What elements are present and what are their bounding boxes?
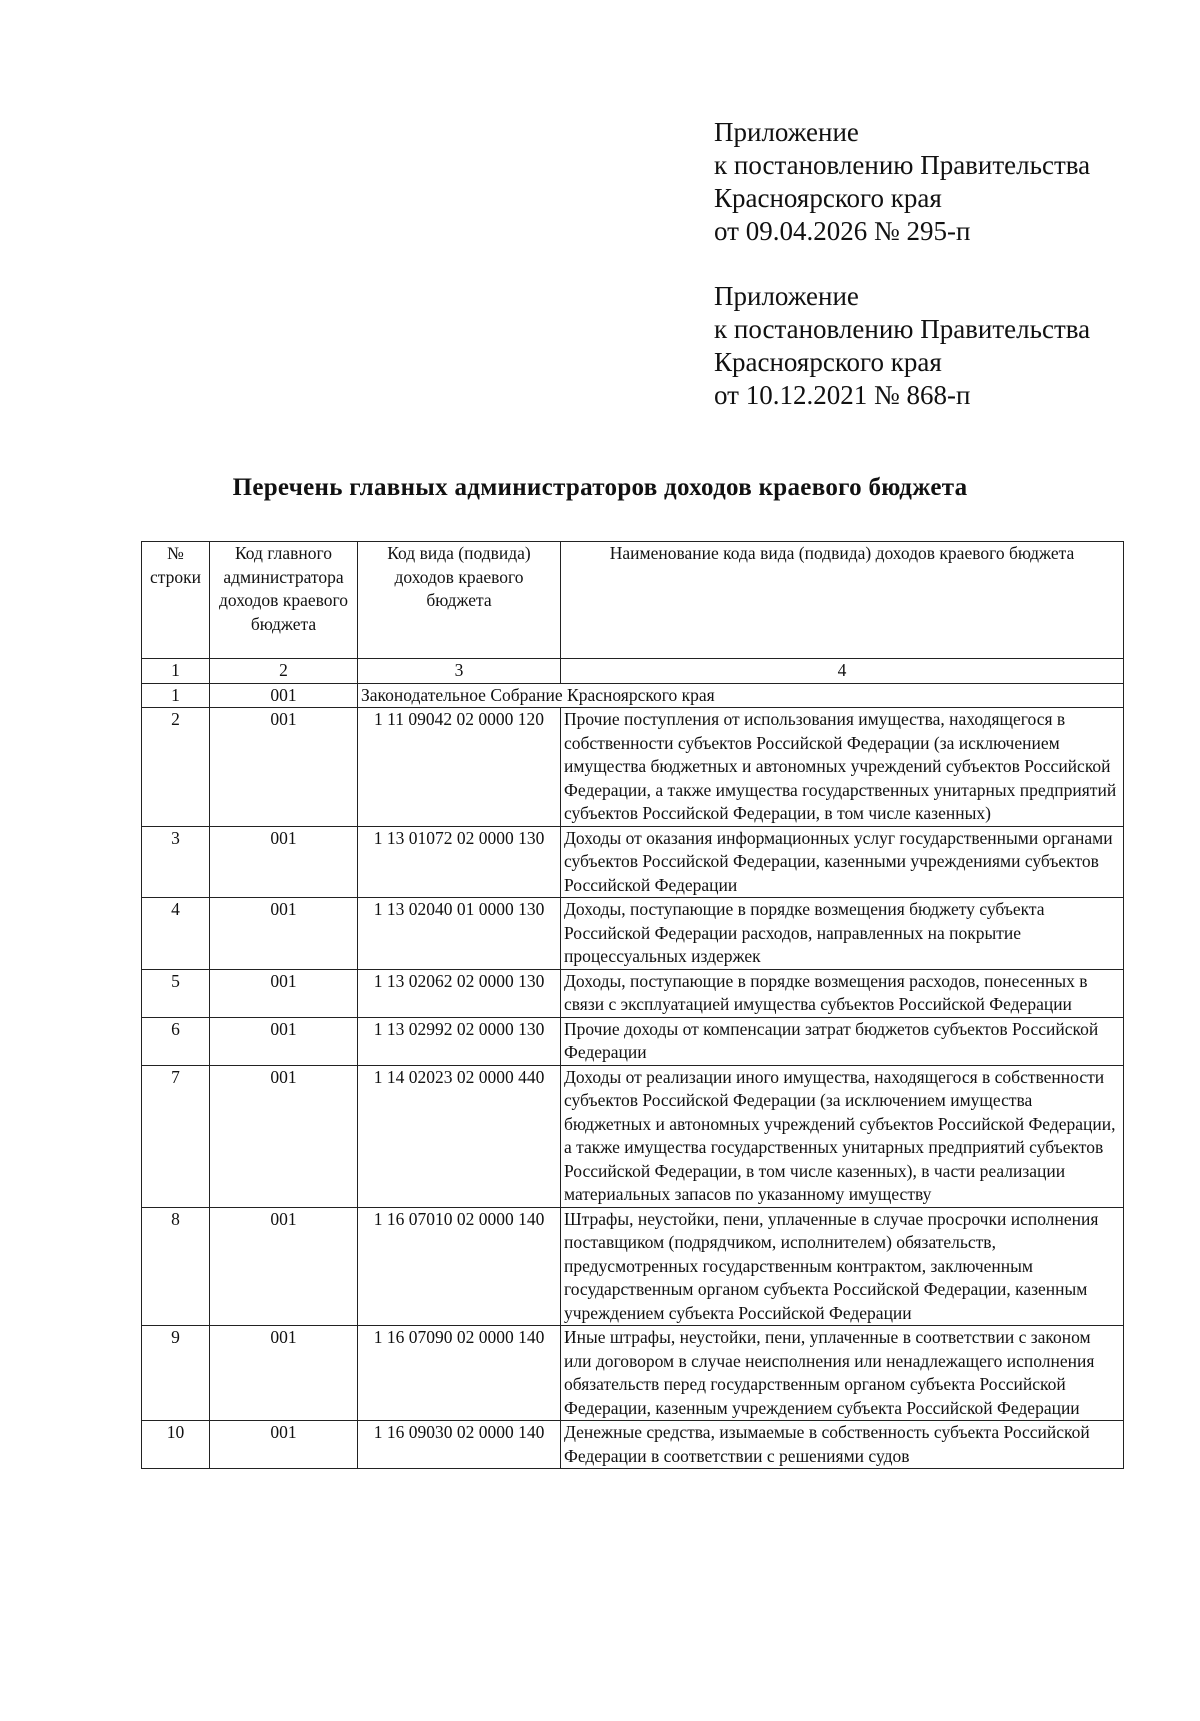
revenue-code: 1 16 09030 02 0000 140	[358, 1421, 561, 1469]
admin-code: 001	[210, 1421, 358, 1469]
document-title: Перечень главных администраторов доходов краевого бюджета	[232, 474, 968, 501]
appendix-resolution-line: к постановлению Правительства	[714, 314, 1091, 344]
revenue-code: 1 13 02040 01 0000 130	[358, 898, 561, 970]
admin-code: 001	[210, 1017, 358, 1065]
revenue-code: 1 13 02062 02 0000 130	[358, 969, 561, 1017]
column-number: 1	[142, 659, 210, 684]
row-number: 1	[142, 683, 210, 708]
header-revenue-name: Наименование кода вида (подвида) доходов краевого бюджета	[561, 542, 1124, 659]
admin-code: 001	[210, 1326, 358, 1421]
row-number: 5	[142, 969, 210, 1017]
column-number: 3	[358, 659, 561, 684]
row-number: 7	[142, 1065, 210, 1207]
table-row	[142, 708, 1124, 827]
appendix-label: Приложение	[714, 117, 859, 147]
admin-code: 001	[210, 708, 358, 827]
administrator-name: Законодательное Собрание Красноярского края	[358, 683, 1124, 708]
revenue-name: Прочие поступления от использования имущества, находящегося в собственности субъектов Российской Федерации (за исключением имущества бюджетных и автономных учреждений субъектов Российской Федерации, а также имущества государственных унитарных предприятий субъектов Российской Федерации, в том числе казенных)	[561, 708, 1124, 827]
revenue-name: Денежные средства, изымаемые в собственность субъекта Российской Федерации в соответствии с решениями судов	[561, 1421, 1124, 1469]
admin-code: 001	[210, 826, 358, 898]
table-row	[142, 1017, 1124, 1065]
table-row	[142, 969, 1124, 1017]
revenue-code: 1 14 02023 02 0000 440	[358, 1065, 561, 1207]
revenue-code: 1 16 07090 02 0000 140	[358, 1326, 561, 1421]
revenue-name: Доходы от реализации иного имущества, находящегося в собственности субъектов Российской Федерации (за исключением имущества бюджетных и автономных учреждений субъектов Российской Федерации, а также имущества государственных унитарных предприятий субъектов Российской Федерации, в том числе казенных), в части реализации материальных запасов по указанному имуществу	[561, 1065, 1124, 1207]
table-row	[142, 826, 1124, 898]
header-revenue-code: Код вида (подвида) доходов краевого бюджета	[358, 542, 561, 659]
appendix-block-current	[714, 116, 1174, 248]
revenue-name: Доходы от оказания информационных услуг государственными органами субъектов Российской Федерации, казенными учреждениями субъектов Российской Федерации	[561, 826, 1124, 898]
row-number: 6	[142, 1017, 210, 1065]
admin-code: 001	[210, 1207, 358, 1326]
row-number: 8	[142, 1207, 210, 1326]
table-row	[142, 898, 1124, 970]
revenue-name: Штрафы, неустойки, пени, уплаченные в случае просрочки исполнения поставщиком (подрядчиком, исполнителем) обязательств, предусмотренных государственным контрактом, заключенным государственным органом субъекта Российской Федерации, казенным учреждением субъекта Российской Федерации	[561, 1207, 1124, 1326]
table-row	[142, 683, 1124, 708]
admin-code: 001	[210, 1065, 358, 1207]
appendix-date-number: от 09.04.2026 № 295-п	[714, 216, 971, 246]
revenue-name: Прочие доходы от компенсации затрат бюджетов субъектов Российской Федерации	[561, 1017, 1124, 1065]
admin-code: 001	[210, 898, 358, 970]
header-row-number: № строки	[142, 542, 210, 659]
column-numbers-row	[142, 659, 1124, 684]
table-row	[142, 1326, 1124, 1421]
row-number: 9	[142, 1326, 210, 1421]
header-admin-code: Код главного администратора доходов краевого бюджета	[210, 542, 358, 659]
appendix-region-line: Красноярского края	[714, 347, 942, 377]
table-body	[142, 659, 1124, 1469]
revenue-name: Иные штрафы, неустойки, пени, уплаченные в соответствии с законом или договором в случае неисполнения или ненадлежащего исполнения обязательств перед государственным органом субъекта Российской Федерации, казенным учреждением субъекта Российской Федерации	[561, 1326, 1124, 1421]
table-row	[142, 1065, 1124, 1207]
appendix-resolution-line: к постановлению Правительства	[714, 150, 1091, 180]
appendix-date-number: от 10.12.2021 № 868-п	[714, 380, 971, 410]
row-number: 10	[142, 1421, 210, 1469]
revenue-code: 1 13 01072 02 0000 130	[358, 826, 561, 898]
revenue-name: Доходы, поступающие в порядке возмещения расходов, понесенных в связи с эксплуатацией имущества субъектов Российской Федерации	[561, 969, 1124, 1017]
revenue-code: 1 13 02992 02 0000 130	[358, 1017, 561, 1065]
revenue-name: Доходы, поступающие в порядке возмещения бюджету субъекта Российской Федерации расходов, направленных на покрытие процессуальных издержек	[561, 898, 1124, 970]
revenue-administrators-table	[141, 541, 1124, 1469]
row-number: 4	[142, 898, 210, 970]
revenue-code: 1 16 07010 02 0000 140	[358, 1207, 561, 1326]
table-row	[142, 1421, 1124, 1469]
row-number: 2	[142, 708, 210, 827]
appendix-region-line: Красноярского края	[714, 183, 942, 213]
column-number: 2	[210, 659, 358, 684]
appendix-block-original	[714, 280, 1174, 412]
admin-code: 001	[210, 683, 358, 708]
column-number: 4	[561, 659, 1124, 684]
admin-code: 001	[210, 969, 358, 1017]
revenue-code: 1 11 09042 02 0000 120	[358, 708, 561, 827]
row-number: 3	[142, 826, 210, 898]
table-header-row	[142, 542, 1124, 659]
appendix-label: Приложение	[714, 281, 859, 311]
table-row	[142, 1207, 1124, 1326]
